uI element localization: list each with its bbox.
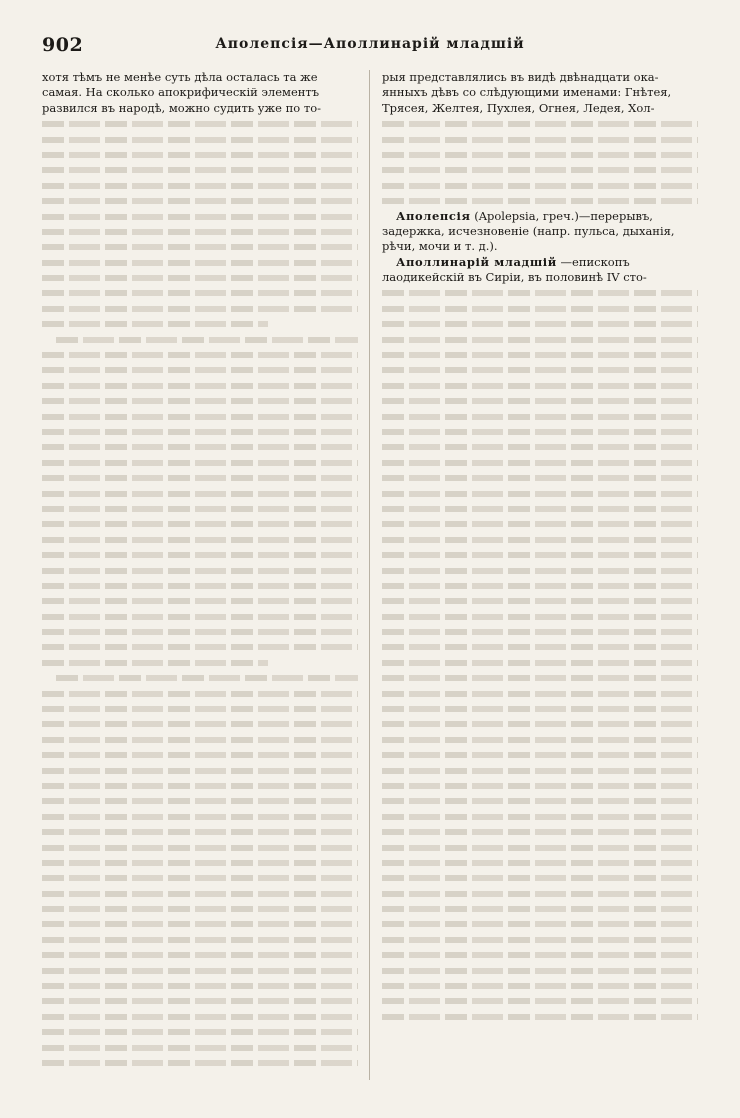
text-line-placeholder xyxy=(382,732,698,747)
text-line-placeholder xyxy=(382,932,698,947)
text-line-placeholder xyxy=(42,147,358,162)
text-line-placeholder xyxy=(382,824,698,839)
text-line-placeholder xyxy=(382,747,698,762)
text-line-placeholder xyxy=(382,886,698,901)
text-line-placeholder xyxy=(382,439,698,454)
text-line-placeholder xyxy=(42,178,358,193)
text-line-placeholder xyxy=(42,486,358,501)
text-line-placeholder xyxy=(42,732,358,747)
text-line-placeholder xyxy=(42,824,358,839)
text-line-placeholder xyxy=(42,347,358,362)
text-line-placeholder xyxy=(42,778,358,793)
text-line-placeholder xyxy=(42,116,358,131)
text-line-placeholder xyxy=(42,332,358,347)
text-line-placeholder xyxy=(382,409,698,424)
text-line-placeholder xyxy=(42,1024,358,1039)
text-line-placeholder xyxy=(42,316,358,331)
text-line-placeholder xyxy=(382,316,698,331)
text-line-placeholder xyxy=(42,455,358,470)
text-line-placeholder xyxy=(42,593,358,608)
text-line-placeholder xyxy=(42,655,358,670)
text-line-placeholder xyxy=(382,947,698,962)
headword-apolepsia: Аполепсія xyxy=(396,208,471,223)
text-line-placeholder xyxy=(42,855,358,870)
text-line: янныхъ дѣвъ со слѣдующими именами: Гнѣтея, xyxy=(382,85,672,100)
text-line-placeholder xyxy=(42,870,358,885)
text-line: задержка, исчезновеніе (напр. пульса, дыханія, xyxy=(382,223,675,238)
text-line-placeholder xyxy=(42,747,358,762)
text-line-placeholder xyxy=(382,655,698,670)
right-column-body xyxy=(382,116,698,208)
text-line-placeholder xyxy=(42,932,358,947)
text-line-placeholder xyxy=(42,209,358,224)
text-line-placeholder xyxy=(382,809,698,824)
text-line-placeholder xyxy=(382,178,698,193)
text-line-placeholder xyxy=(42,424,358,439)
text-line-placeholder xyxy=(42,362,358,377)
text-line-placeholder xyxy=(42,270,358,285)
text-line-placeholder xyxy=(42,947,358,962)
text-line-placeholder xyxy=(382,501,698,516)
entry-text: —епископъ xyxy=(560,254,630,269)
text-line-placeholder xyxy=(382,716,698,731)
text-line-placeholder xyxy=(42,224,358,239)
text-line-placeholder xyxy=(42,255,358,270)
text-line-placeholder xyxy=(42,162,358,177)
text-line-placeholder xyxy=(42,501,358,516)
text-line-placeholder xyxy=(382,701,698,716)
text-line-placeholder xyxy=(42,516,358,531)
text-line-placeholder xyxy=(382,639,698,654)
text-line-placeholder xyxy=(42,378,358,393)
text-line-placeholder xyxy=(42,639,358,654)
text-line-placeholder xyxy=(382,470,698,485)
text-line-placeholder xyxy=(42,439,358,454)
entry-text: (Apolepsia, греч.)—перерывъ, xyxy=(474,208,653,223)
text-line-placeholder xyxy=(42,809,358,824)
text-line-placeholder xyxy=(42,763,358,778)
text-line-placeholder xyxy=(42,624,358,639)
text-line-placeholder xyxy=(382,916,698,931)
text-line-placeholder xyxy=(42,409,358,424)
text-line-placeholder xyxy=(382,332,698,347)
text-line-placeholder xyxy=(42,1055,358,1070)
headword-apollinarius: Аполлинарій младшій xyxy=(396,254,557,269)
text-line-placeholder xyxy=(42,578,358,593)
text-line-placeholder xyxy=(382,193,698,208)
text-line-placeholder xyxy=(382,840,698,855)
text-line-placeholder xyxy=(42,285,358,300)
right-column xyxy=(382,70,698,1080)
text-line-placeholder xyxy=(42,239,358,254)
text-line-placeholder xyxy=(382,993,698,1008)
text-line-placeholder xyxy=(42,916,358,931)
text-line-placeholder xyxy=(382,362,698,377)
text-line-placeholder xyxy=(382,686,698,701)
text-line-placeholder xyxy=(382,1009,698,1024)
left-column xyxy=(42,70,358,1080)
text-line-placeholder xyxy=(382,855,698,870)
running-title: Аполепсія—Аполлинарій младшій xyxy=(215,36,525,52)
text-line-placeholder xyxy=(382,424,698,439)
entry-apollinarius xyxy=(382,255,698,270)
text-line-placeholder xyxy=(382,547,698,562)
text-line-placeholder xyxy=(42,609,358,624)
text-line-placeholder xyxy=(382,778,698,793)
text-line: хотя тѣмъ не менѣе суть дѣла осталась та же xyxy=(42,70,318,84)
text-line-placeholder xyxy=(382,516,698,531)
text-line: Трясея, Желтея, Пухлея, Огнея, Ледея, Хол- xyxy=(382,100,655,115)
text-line-placeholder xyxy=(382,285,698,300)
text-line-placeholder xyxy=(382,147,698,162)
text-line: рѣчи, мочи и т. д.). xyxy=(382,239,498,254)
text-line-placeholder xyxy=(382,132,698,147)
text-line-placeholder xyxy=(42,686,358,701)
text-line-placeholder xyxy=(42,301,358,316)
text-line-placeholder xyxy=(382,578,698,593)
text-line-placeholder xyxy=(382,978,698,993)
page-number: 902 xyxy=(42,34,84,56)
text-line-placeholder xyxy=(382,347,698,362)
text-line-placeholder xyxy=(42,670,358,685)
text-line-placeholder xyxy=(382,563,698,578)
right-column-body xyxy=(382,285,698,1024)
text-line-placeholder xyxy=(382,901,698,916)
text-line-placeholder xyxy=(42,1009,358,1024)
text-line-placeholder xyxy=(42,547,358,562)
text-line-placeholder xyxy=(382,763,698,778)
text-line-placeholder xyxy=(382,532,698,547)
page-header xyxy=(42,34,698,64)
text-line-placeholder xyxy=(42,993,358,1008)
left-column-body xyxy=(42,116,358,1070)
text-line-placeholder xyxy=(382,162,698,177)
text-line-placeholder xyxy=(42,701,358,716)
text-line-placeholder xyxy=(382,486,698,501)
text-line-placeholder xyxy=(382,378,698,393)
text-line-placeholder xyxy=(382,116,698,131)
text-line: развился въ народѣ, можно судить уже по то- xyxy=(42,100,322,115)
text-line: самая. На сколько апокрифическій элементъ xyxy=(42,85,320,100)
text-line-placeholder xyxy=(42,963,358,978)
text-line-placeholder xyxy=(42,886,358,901)
text-line: лаодикейскій въ Сиріи, въ половинѣ IV сто- xyxy=(382,270,647,285)
text-line-placeholder xyxy=(42,793,358,808)
text-line-placeholder xyxy=(382,793,698,808)
text-line-placeholder xyxy=(42,132,358,147)
text-line: рыя представлялись въ видѣ двѣнадцати ока- xyxy=(382,70,659,84)
text-line-placeholder xyxy=(382,393,698,408)
text-line-placeholder xyxy=(382,593,698,608)
text-line-placeholder xyxy=(382,455,698,470)
text-line-placeholder xyxy=(382,609,698,624)
text-line-placeholder xyxy=(42,1040,358,1055)
text-line-placeholder xyxy=(42,532,358,547)
text-line-placeholder xyxy=(382,870,698,885)
text-line-placeholder xyxy=(382,301,698,316)
text-line-placeholder xyxy=(42,470,358,485)
text-line-placeholder xyxy=(382,670,698,685)
text-line-placeholder xyxy=(42,193,358,208)
text-line-placeholder xyxy=(42,716,358,731)
column-divider xyxy=(369,70,370,1080)
text-line-placeholder xyxy=(42,840,358,855)
entry-apolepsia xyxy=(382,209,698,224)
text-line-placeholder xyxy=(42,393,358,408)
text-line-placeholder xyxy=(42,901,358,916)
text-line-placeholder xyxy=(382,963,698,978)
text-line-placeholder xyxy=(42,978,358,993)
text-line-placeholder xyxy=(42,563,358,578)
text-line-placeholder xyxy=(382,624,698,639)
